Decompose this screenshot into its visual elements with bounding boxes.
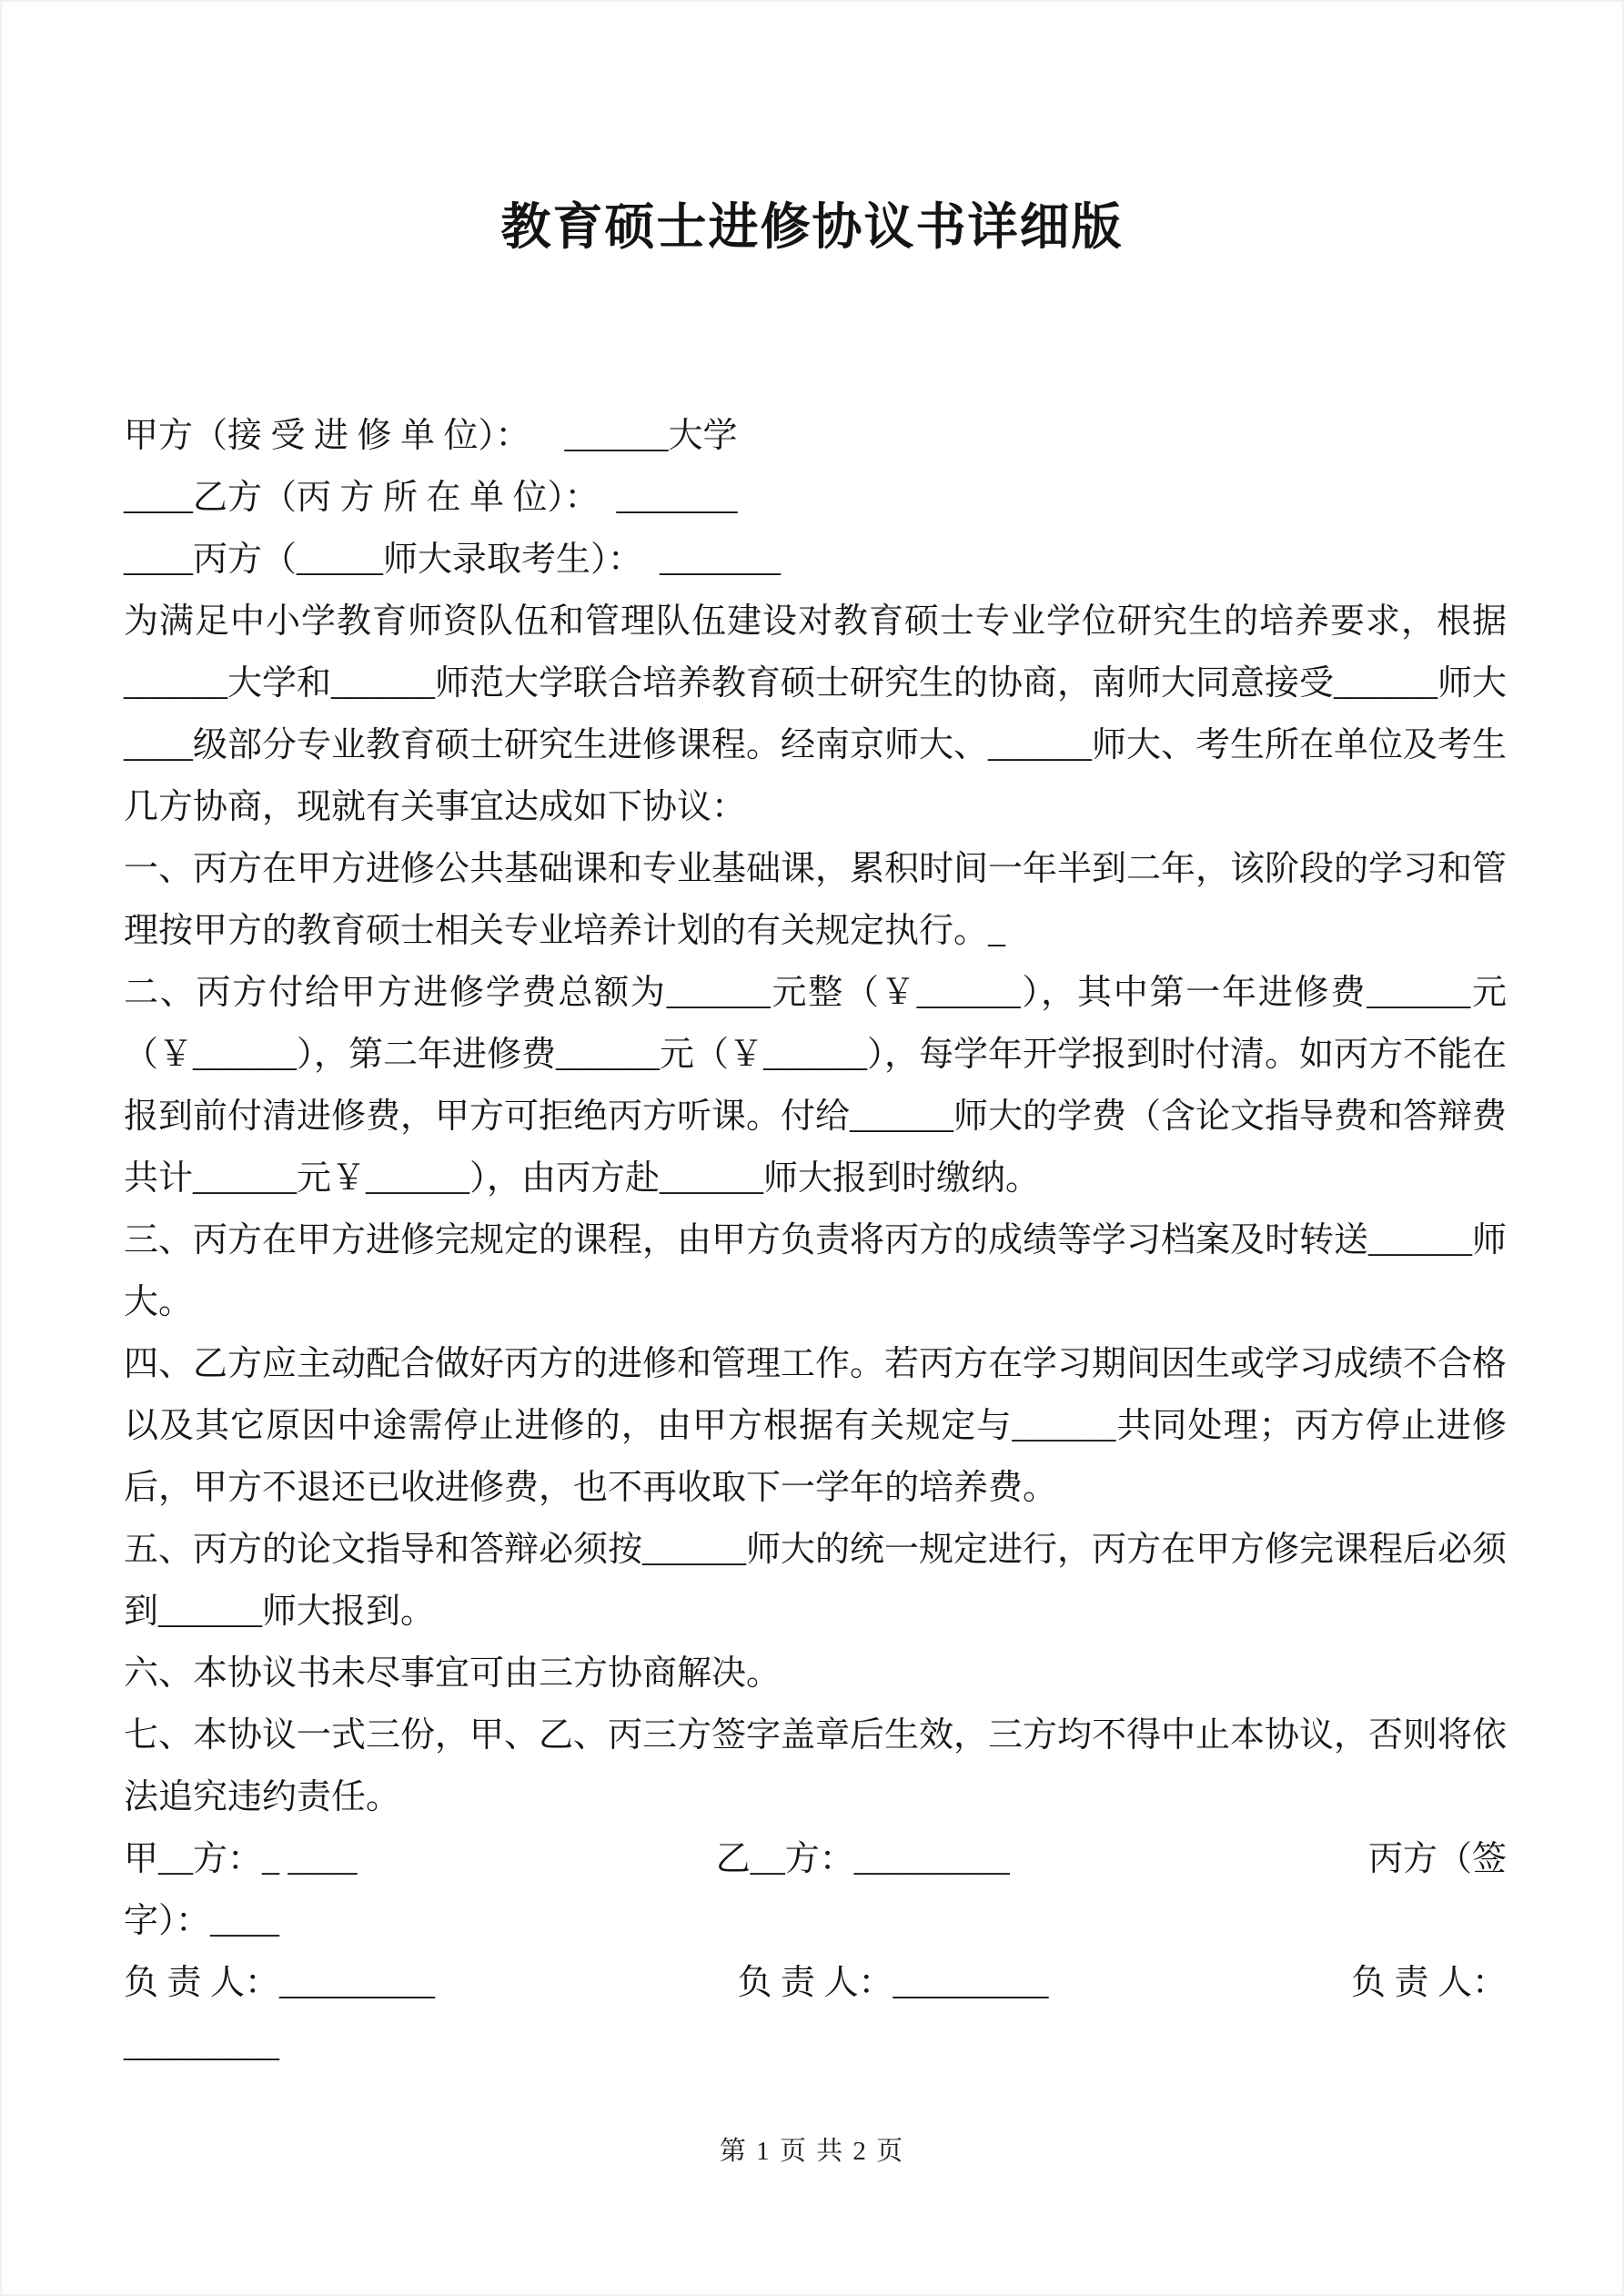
responsible-person-b-label: 负 责 人：_________ <box>737 1964 1049 2002</box>
signature-row-responsible-persons <box>124 1952 1507 2014</box>
signature-row-parties <box>124 1828 1507 1890</box>
party-c-line: ____丙方（_____师大录取考生）： _______ <box>124 541 782 579</box>
party-b-signature-label: 乙__方：_________ <box>715 1840 1010 1878</box>
clause-4: 四、乙方应主动配合做好丙方的进修和管理工作。若丙方在学习期间因生或学习成绩不合格以及其它原因中途需停止进修的，由甲方根据有关规定与______共同处理；丙方停止进修后，甲方不退还已收进修费，也不再收取下一学年的培养费。 <box>124 1345 1508 1507</box>
party-b-line: ____乙方（丙 方 所 在 单 位）： _______ <box>124 479 738 517</box>
clause-7: 七、本协议一式三份，甲、乙、丙三方签字盖章后生效，三方均不得中止本协议，否则将依法追究违约责任。 <box>124 1716 1508 1816</box>
document-body <box>124 405 1507 2076</box>
party-c-signature-label: 丙方（签 <box>1367 1840 1507 1878</box>
responsible-person-c-label: 负 责 人： <box>1350 1964 1507 2002</box>
party-c-signature-wrap: 字）：____ <box>124 1902 280 1940</box>
clause-5: 五、丙方的论文指导和答辩必须按______师大的统一规定进行，丙方在甲方修完课程后必须到______师大报到。 <box>124 1531 1508 1631</box>
clause-1: 一、丙方在甲方进修公共基础课和专业基础课，累积时间一年半到二年，该阶段的学习和管理按甲方的教育硕士相关专业培养计划的有关规定执行。_ <box>124 850 1508 950</box>
party-a-line: 甲方（接 受 进 修 单 位）： ______大学 <box>124 417 738 455</box>
clause-3: 三、丙方在甲方进修完规定的课程，由甲方负责将丙方的成绩等学习档案及时转送______师大。 <box>124 1221 1508 1321</box>
responsible-person-c-wrap: _________ <box>124 2026 279 2064</box>
clause-6: 六、本协议书未尽事宜可由三方协商解决。 <box>124 1654 782 1693</box>
document-title: 教育硕士进修协议书详细版 <box>500 199 1124 255</box>
party-a-signature-label: 甲__方：_ ____ <box>124 1840 358 1878</box>
clause-2: 二、丙方付给甲方进修学费总额为______元整（￥______），其中第一年进修费______元（￥______），第二年进修费______元（￥______），每学年开学报到时付清。如丙方不能在报到前付清进修费，甲方可拒绝丙方听课。付给______师大的学费（含论文指导费和答辩费共计______元￥______），由丙方赴______师大报到时缴纳。 <box>124 974 1508 1198</box>
preamble-paragraph: 为满足中小学教育师资队伍和管理队伍建设对教育硕士专业学位研究生的培养要求，根据______大学和______师范大学联合培养教育硕士研究生的协商，南师大同意接受______师大____级部分专业教育硕士研究生进修课程。经南京师大、______师大、考生所在单位及考生几方协商，现就有关事宜达成如下协议： <box>124 602 1508 826</box>
page-number-footer: 第 1 页 共 2 页 <box>719 2137 905 2166</box>
responsible-person-a-label: 负 责 人：_________ <box>124 1964 436 2002</box>
